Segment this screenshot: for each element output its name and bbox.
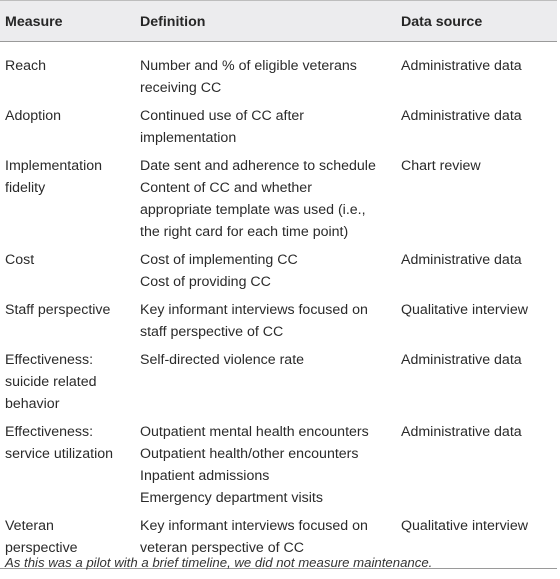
measure-cell [0, 295, 135, 345]
definition-cell-line: Content of CC and whether [140, 180, 312, 196]
measure-cell-line: Veteran [5, 518, 54, 534]
data-source-cell [396, 151, 557, 245]
measure-cell-line: Adoption [5, 108, 62, 124]
measure-cell-line: service utilization [5, 446, 114, 462]
measure-cell-line: behavior [5, 396, 60, 412]
definition-cell-line: veteran perspective of CC [140, 540, 305, 556]
measure-cell-line: Implementation [5, 158, 102, 174]
header-definition: Definition [135, 1, 396, 42]
measure-cell [0, 417, 135, 511]
measure-cell [0, 245, 135, 295]
definition-cell-line: staff perspective of CC [140, 324, 284, 340]
definition-cell [135, 42, 396, 102]
definition-cell-line: the right card for each time point) [140, 224, 349, 240]
header-measure: Measure [0, 1, 135, 42]
table-footnote: As this was a pilot with a brief timeline, we did not measure maintenance. [5, 555, 433, 570]
table-row [0, 151, 557, 245]
measure-cell [0, 345, 135, 417]
header-row [0, 1, 557, 42]
definition-cell [135, 151, 396, 245]
data-source-cell [396, 417, 557, 511]
definition-cell-line: Emergency department visits [140, 490, 323, 506]
measure-cell-line: Effectiveness: [5, 424, 94, 440]
definition-cell [135, 295, 396, 345]
data-source-cell-line: Qualitative interview [401, 518, 528, 534]
measure-cell [0, 42, 135, 102]
measure-cell-line: Cost [5, 252, 35, 268]
measure-cell-line: perspective [5, 540, 78, 556]
definition-cell-line: Continued use of CC after [140, 108, 305, 124]
data-source-cell-line: Qualitative interview [401, 302, 528, 318]
table-row [0, 295, 557, 345]
data-source-cell [396, 295, 557, 345]
definition-cell-line: Key informant interviews focused on [140, 302, 368, 318]
data-source-cell [396, 245, 557, 295]
table-body [0, 42, 557, 569]
data-source-cell-line: Chart review [401, 158, 481, 174]
data-source-cell [396, 345, 557, 417]
header-data-source: Data source [396, 1, 557, 42]
data-source-cell-line: Administrative data [401, 108, 522, 124]
data-source-cell-line: Administrative data [401, 252, 522, 268]
table-row [0, 101, 557, 151]
measure-cell-line: Reach [5, 58, 47, 74]
measure-cell [0, 101, 135, 151]
definition-cell-line: implementation [140, 130, 237, 146]
definition-cell-line: Inpatient admissions [140, 468, 270, 484]
definition-cell-line: appropriate template was used (i.e., [140, 202, 366, 218]
measure-cell-line: fidelity [5, 180, 46, 196]
table-header [0, 1, 557, 42]
definition-cell-line: Cost of providing CC [140, 274, 271, 290]
definition-cell [135, 101, 396, 151]
definition-cell [135, 345, 396, 417]
definition-cell [135, 417, 396, 511]
data-source-cell-line: Administrative data [401, 424, 522, 440]
table-row [0, 345, 557, 417]
definition-cell-line: Outpatient health/other encounters [140, 446, 359, 462]
definition-cell-line: Cost of implementing CC [140, 252, 298, 268]
table-row [0, 245, 557, 295]
definition-cell-line: Self-directed violence rate [140, 352, 305, 368]
data-source-cell-line: Administrative data [401, 352, 522, 368]
definition-cell-line: receiving CC [140, 80, 222, 96]
definition-cell-line: Key informant interviews focused on [140, 518, 368, 534]
table-row [0, 417, 557, 511]
data-source-cell [396, 42, 557, 102]
measure-cell [0, 151, 135, 245]
measure-cell-line: suicide related [5, 374, 97, 390]
definition-cell-line: Number and % of eligible veterans [140, 58, 357, 74]
definition-cell-line: Date sent and adherence to schedule [140, 158, 376, 174]
data-source-cell-line: Administrative data [401, 58, 522, 74]
definition-cell-line: Outpatient mental health encounters [140, 424, 369, 440]
definition-cell [135, 245, 396, 295]
measure-cell-line: Staff perspective [5, 302, 111, 318]
data-source-cell [396, 101, 557, 151]
measure-cell-line: Effectiveness: [5, 352, 94, 368]
table-row [0, 42, 557, 102]
